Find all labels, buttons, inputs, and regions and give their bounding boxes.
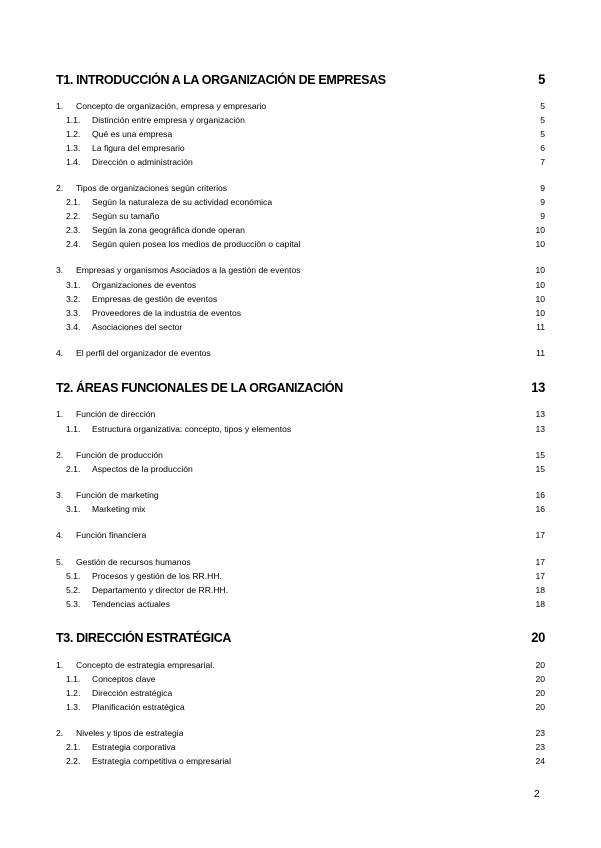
- toc-entry-page: 20: [535, 674, 545, 684]
- toc-entry-text: Tendencias actuales: [92, 599, 170, 609]
- toc-entry-text: Empresas de gestión de eventos: [92, 294, 218, 304]
- toc-entry-number: 2.3.: [66, 225, 81, 235]
- toc-entry-page: 17: [535, 530, 545, 540]
- toc-entry-page: 6: [540, 143, 545, 153]
- toc-entry-label: [56, 631, 231, 646]
- toc-entry-page: 11: [536, 322, 545, 332]
- toc-entry-number: 2.2.: [66, 211, 81, 221]
- toc-entry-label: [56, 265, 301, 275]
- toc-entry-page: 7: [540, 157, 545, 167]
- toc-entry-number: 1.3.: [66, 143, 81, 153]
- toc-entry-text: Dirección estratégica: [92, 688, 173, 698]
- toc-subsection[interactable]: [56, 294, 545, 304]
- toc-entry-text: Distinción entre empresa y organización: [92, 115, 245, 125]
- toc-entry-label: [56, 129, 172, 139]
- toc-entry-label: [56, 294, 217, 304]
- toc-entry-text: Función de dirección: [76, 409, 156, 419]
- toc-entry-label: [56, 742, 176, 752]
- toc-entry-label: [56, 73, 386, 88]
- toc-entry-page: 10: [535, 225, 545, 235]
- toc-entry-page: 9: [540, 183, 545, 193]
- toc-entry-text: Departamento y director de RR.HH.: [92, 585, 229, 595]
- toc-entry-page: 20: [531, 629, 545, 646]
- toc-entry-label: [56, 599, 170, 609]
- toc-entry-label: [56, 239, 300, 249]
- toc-section[interactable]: [56, 183, 545, 193]
- toc-entry-text: Proveedores de la industria de eventos: [92, 308, 242, 318]
- toc-entry-page: 10: [535, 239, 545, 249]
- toc-chapter[interactable]: [56, 630, 545, 646]
- toc-entry-page: 11: [536, 348, 545, 358]
- toc-entry-text: Gestión de recursos humanos: [76, 557, 191, 567]
- toc-entry-number: 5.: [56, 557, 64, 567]
- toc-entry-text: La figura del empresario: [92, 143, 185, 153]
- toc-subsection[interactable]: [56, 239, 545, 249]
- toc-entry-number: 5.1.: [66, 571, 81, 581]
- toc-entry-number: 1.1.: [66, 674, 81, 684]
- toc-entry-page: 15: [535, 450, 545, 460]
- toc-subsection[interactable]: [56, 464, 545, 474]
- toc-entry-label: [56, 381, 343, 396]
- toc-entry-page: 10: [535, 280, 545, 290]
- toc-entry-label: [56, 424, 291, 434]
- toc-section[interactable]: [56, 490, 545, 500]
- toc-entry-number: 1.: [56, 101, 64, 111]
- toc-entry-text: El perfil del organizador de eventos: [76, 348, 211, 358]
- toc-entry-number: 3.4.: [66, 322, 81, 332]
- toc-entry-page: 23: [535, 728, 545, 738]
- toc-subsection[interactable]: [56, 157, 545, 167]
- toc-entry-text: Concepto de estrategia empresarial.: [76, 660, 215, 670]
- toc-entry-page: 17: [535, 557, 545, 567]
- toc-entry-page: 18: [535, 599, 545, 609]
- toc-entry-label: [56, 728, 183, 738]
- toc-entry-number: 2.: [56, 183, 64, 193]
- toc-entry-text: Planificación estratégica: [92, 702, 185, 712]
- toc-entry-page: 20: [535, 660, 545, 670]
- toc-entry-label: [56, 225, 245, 235]
- toc-entry-page: 10: [535, 308, 545, 318]
- toc-entry-text: T3. DIRECCIÓN ESTRATÉGICA: [56, 630, 232, 646]
- toc-subsection[interactable]: [56, 280, 545, 290]
- toc-entry-text: Niveles y tipos de estrategia: [76, 728, 184, 738]
- toc-section[interactable]: [56, 660, 545, 670]
- toc-entry-page: 13: [531, 379, 545, 396]
- toc-entry-page: 24: [535, 756, 545, 766]
- toc-entry-text: Aspectos de la producción: [92, 464, 193, 474]
- toc-entry-text: Según la zona geográfica donde operan: [92, 225, 245, 235]
- toc-entry-label: [56, 115, 245, 125]
- toc-entry-text: Estrategia competitiva o empresarial: [92, 756, 231, 766]
- toc-section[interactable]: [56, 728, 545, 738]
- toc-entry-label: [56, 585, 228, 595]
- toc-subsection[interactable]: [56, 599, 545, 609]
- toc-entry-label: [56, 183, 227, 193]
- toc-entry-page: 10: [535, 265, 545, 275]
- toc-entry-number: 4.: [56, 530, 64, 540]
- toc-entry-text: Según la naturaleza de su actividad económica: [92, 197, 273, 207]
- toc-subsection[interactable]: [56, 702, 545, 712]
- toc-section[interactable]: [56, 450, 545, 460]
- toc-entry-page: 5: [540, 115, 545, 125]
- toc-entry-text: T1. INTRODUCCIÓN A LA ORGANIZACIÓN DE EMPRESAS: [56, 72, 386, 88]
- toc-entry-page: 15: [535, 464, 545, 474]
- toc-subsection[interactable]: [56, 225, 545, 235]
- toc-entry-page: 13: [535, 424, 545, 434]
- toc-entry-page: 18: [535, 585, 545, 595]
- toc-entry-text: Función financiera: [76, 530, 147, 540]
- toc-entry-number: 3.: [56, 265, 64, 275]
- toc-entry-number: 1.1.: [66, 115, 81, 125]
- page-number: 2: [534, 789, 540, 800]
- toc-entry-label: [56, 504, 145, 514]
- toc-entry-text: Estrategia corporativa: [92, 742, 176, 752]
- toc-entry-number: 3.2.: [66, 294, 81, 304]
- toc-entry-page: 13: [535, 409, 545, 419]
- toc-entry-page: 16: [535, 504, 545, 514]
- toc-entry-number: 3.1.: [66, 504, 81, 514]
- toc-entry-number: 3.1.: [66, 280, 81, 290]
- toc-subsection[interactable]: [56, 322, 545, 332]
- toc-entry-number: 5.3.: [66, 599, 81, 609]
- toc-entry-number: 1.1.: [66, 424, 81, 434]
- toc-entry-text: Dirección o administración: [92, 157, 193, 167]
- toc-subsection[interactable]: [56, 674, 545, 684]
- toc-entry-number: 4.: [56, 348, 64, 358]
- toc-entry-label: [56, 674, 156, 684]
- toc-entry-label: [56, 322, 182, 332]
- toc-entry-number: 3.: [56, 490, 64, 500]
- toc-entry-page: 23: [535, 742, 545, 752]
- toc-subsection[interactable]: [56, 571, 545, 581]
- toc-entry-label: [56, 308, 241, 318]
- toc-chapter[interactable]: [56, 72, 545, 88]
- toc-entry-number: 2.1.: [66, 197, 81, 207]
- toc-section[interactable]: [56, 557, 545, 567]
- toc-subsection[interactable]: [56, 424, 545, 434]
- toc-entry-text: Asociaciones del sector: [92, 322, 183, 332]
- toc-section[interactable]: [56, 348, 545, 358]
- toc-entry-page: 10: [535, 294, 545, 304]
- toc-entry-label: [56, 688, 172, 698]
- toc-subsection[interactable]: [56, 585, 545, 595]
- toc-entry-label: [56, 197, 272, 207]
- toc-subsection[interactable]: [56, 115, 545, 125]
- toc-entry-label: [56, 280, 196, 290]
- toc-entry-number: 3.3.: [66, 308, 81, 318]
- toc-entry-label: [56, 756, 231, 766]
- toc-entry-page: 16: [535, 490, 545, 500]
- toc-entry-page: 20: [535, 702, 545, 712]
- toc-entry-number: 2.4.: [66, 239, 81, 249]
- toc-entry-label: [56, 530, 146, 540]
- toc-entry-label: [56, 450, 163, 460]
- toc-chapter[interactable]: [56, 380, 545, 396]
- toc-entry-label: [56, 490, 159, 500]
- toc-section[interactable]: [56, 530, 545, 540]
- toc-entry-page: 5: [540, 129, 545, 139]
- toc-subsection[interactable]: [56, 688, 545, 698]
- toc-section[interactable]: [56, 265, 545, 275]
- toc-subsection[interactable]: [56, 211, 545, 221]
- toc-entry-text: Función de marketing: [76, 490, 159, 500]
- toc-entry-text: Estructura organizativa: concepto, tipos y elementos: [92, 424, 292, 434]
- toc-entry-number: 1.4.: [66, 157, 81, 167]
- toc-subsection[interactable]: [56, 504, 545, 514]
- toc-entry-number: 2.: [56, 450, 64, 460]
- toc-entry-label: [56, 211, 159, 221]
- toc-subsection[interactable]: [56, 197, 545, 207]
- toc-entry-number: 2.: [56, 728, 64, 738]
- toc-entry-text: Según su tamaño: [92, 211, 160, 221]
- toc-entry-label: [56, 557, 191, 567]
- toc-subsection[interactable]: [56, 129, 545, 139]
- toc-entry-page: 17: [535, 571, 545, 581]
- toc-entry-number: 5.2.: [66, 585, 81, 595]
- toc-entry-number: 1.2.: [66, 688, 81, 698]
- toc-entry-number: 2.1.: [66, 742, 81, 752]
- toc-section[interactable]: [56, 101, 545, 111]
- toc-subsection[interactable]: [56, 742, 545, 752]
- toc-entry-label: [56, 660, 215, 670]
- toc-entry-text: Procesos y gestión de los RR.HH.: [92, 571, 222, 581]
- toc-entry-label: [56, 157, 193, 167]
- toc-entry-label: [56, 101, 266, 111]
- toc-entry-number: 1.: [56, 660, 64, 670]
- toc-entry-text: T2. ÁREAS FUNCIONALES DE LA ORGANIZACIÓN: [56, 380, 343, 396]
- toc-entry-text: Marketing mix: [92, 504, 146, 514]
- toc-subsection[interactable]: [56, 756, 545, 766]
- toc-entry-text: Qué es una empresa: [92, 129, 173, 139]
- toc-entry-page: 9: [540, 211, 545, 221]
- toc-entry-page: 5: [538, 71, 545, 88]
- toc-entry-text: Empresas y organismos Asociados a la gestión de eventos: [76, 265, 301, 275]
- toc-entry-label: [56, 143, 185, 153]
- toc-entry-text: Tipos de organizaciones según criterios: [76, 183, 228, 193]
- toc-entry-page: 5: [540, 101, 545, 111]
- toc-entry-label: [56, 702, 185, 712]
- toc-entry-text: Según quien posea los medios de producción o capital: [92, 239, 301, 249]
- toc-entry-number: 1.3.: [66, 702, 81, 712]
- toc-entry-page: 9: [540, 197, 545, 207]
- toc-entry-number: 1.: [56, 409, 64, 419]
- toc-entry-label: [56, 348, 211, 358]
- toc-entry-page: 20: [535, 688, 545, 698]
- toc-entry-text: Concepto de organización, empresa y empresario: [76, 101, 267, 111]
- toc-entry-label: [56, 571, 222, 581]
- toc-entry-text: Organizaciones de eventos: [92, 280, 197, 290]
- toc-entry-label: [56, 409, 155, 419]
- toc-entry-number: 2.2.: [66, 756, 81, 766]
- toc-entry-label: [56, 464, 193, 474]
- toc-entry-number: 2.1.: [66, 464, 81, 474]
- toc-subsection[interactable]: [56, 308, 545, 318]
- toc-subsection[interactable]: [56, 143, 545, 153]
- toc-entry-text: Conceptos clave: [92, 674, 156, 684]
- toc-section[interactable]: [56, 409, 545, 419]
- toc-entry-text: Función de producción: [76, 450, 163, 460]
- toc-entry-number: 1.2.: [66, 129, 81, 139]
